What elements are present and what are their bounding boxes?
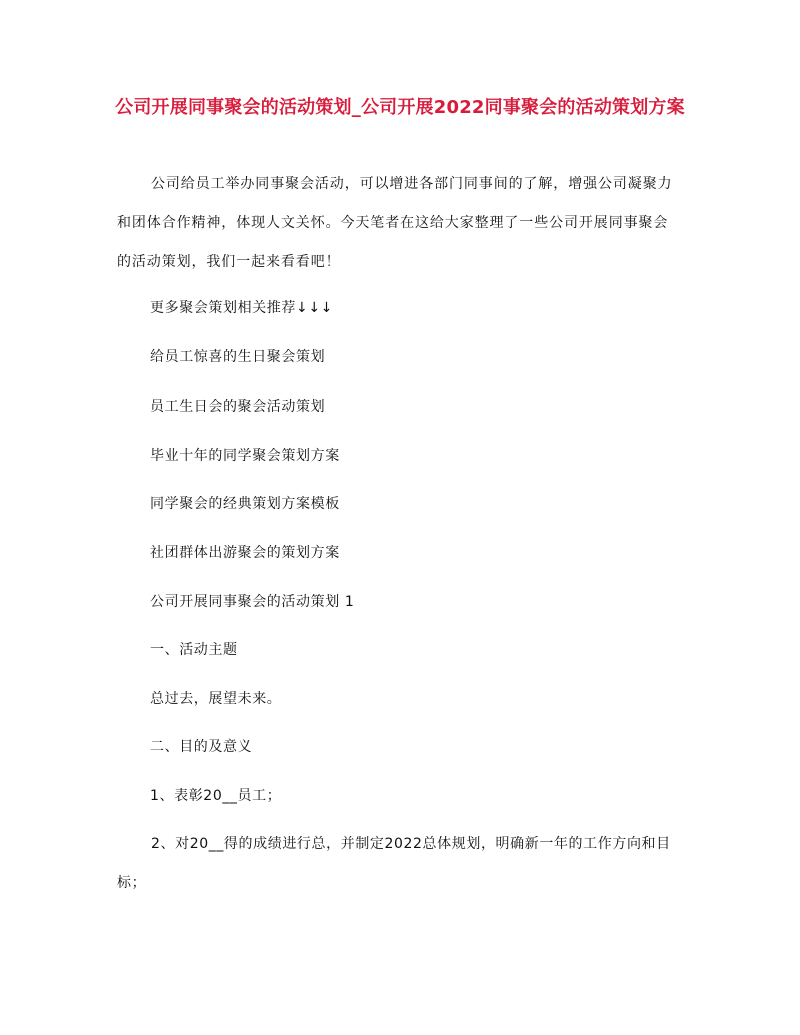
section-title: 公司开展同事聚会的活动策划 1 — [150, 594, 355, 610]
recommend-link-employee-birthday[interactable]: 员工生日会的聚会活动策划 — [150, 399, 326, 415]
recommend-link-club-outing[interactable]: 社团群体出游聚会的策划方案 — [150, 545, 340, 561]
intro-paragraph: 公司给员工举办同事聚会活动，可以增进各部门同事间的了解，增强公司凝聚力和团体合作精神，体现人文关怀。今天笔者在这给大家整理了一些公司开展同事聚会的活动策划，我们一起来看看吧！ — [117, 176, 673, 270]
heading-purpose: 二、目的及意义 — [150, 739, 253, 755]
activity-theme-text: 总过去，展望未来。 — [150, 691, 282, 707]
document-title: 公司开展同事聚会的活动策划_公司开展2022同事聚会的活动策划方案 — [115, 97, 685, 118]
recommend-heading: 更多聚会策划相关推荐↓↓↓ — [150, 300, 333, 316]
heading-activity-theme: 一、活动主题 — [150, 642, 238, 658]
recommend-link-ten-year-reunion[interactable]: 毕业十年的同学聚会策划方案 — [150, 448, 340, 464]
recommend-link-birthday-surprise[interactable]: 给员工惊喜的生日聚会策划 — [150, 349, 326, 365]
purpose-item-1: 1、表彰20__员工； — [150, 788, 282, 804]
recommend-link-classmate-template[interactable]: 同学聚会的经典策划方案模板 — [150, 496, 340, 512]
purpose-item-2: 2、对20__得的成绩进行总，并制定2022总体规划，明确新一年的工作方向和目标； — [117, 836, 671, 891]
